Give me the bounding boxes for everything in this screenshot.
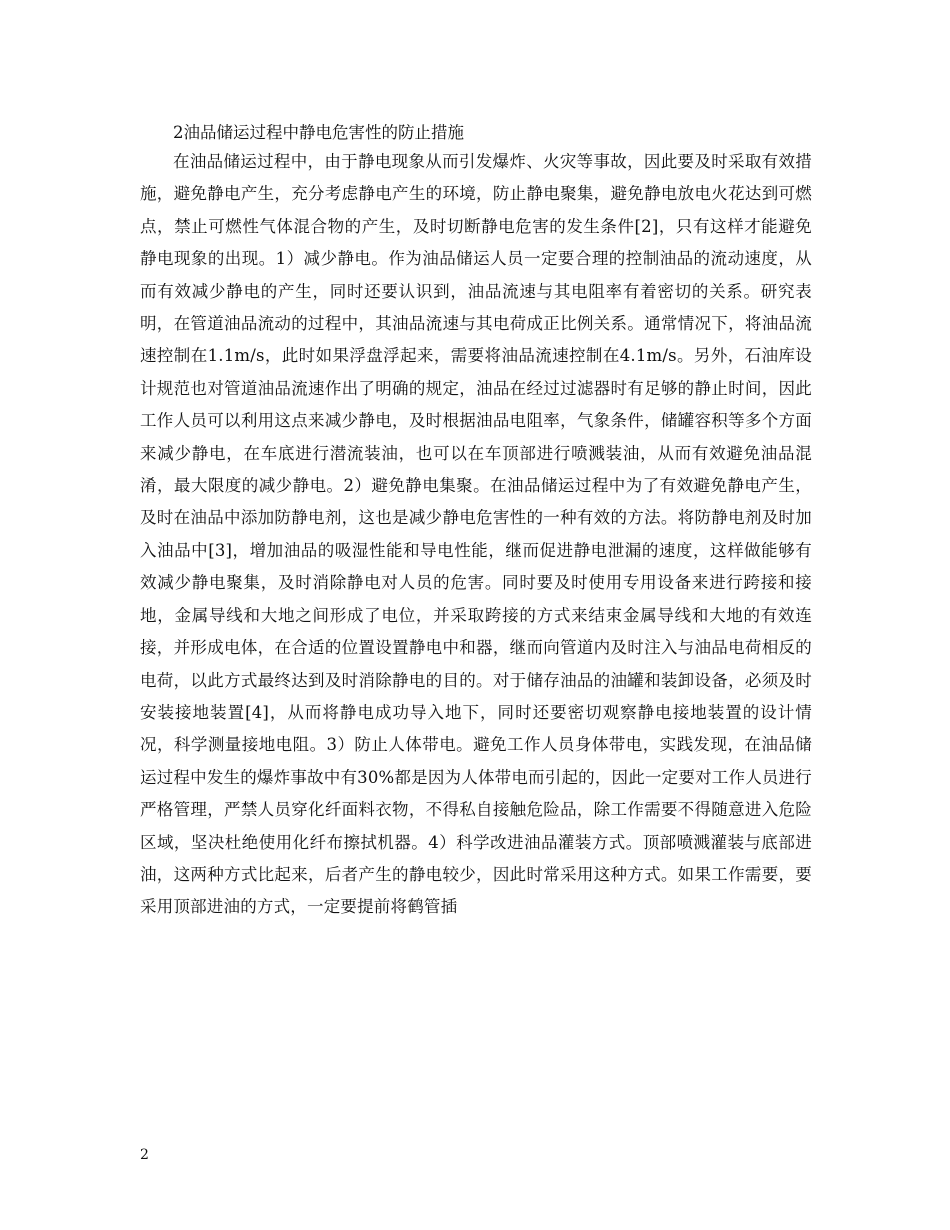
section-heading: 2油品储运过程中静电危害性的防止措施 — [173, 123, 464, 142]
body-paragraph: 在油品储运过程中，由于静电现象从而引发爆炸、火灾等事故，因此要及时采取有效措施，避免静电产生，充分考虑静电产生的环境，防止静电聚集，避免静电放电火花达到可燃点，禁止可燃性气体混合物的产生，及时切断静电危害的发生条件[2]，只有这样才能避免静电现象的出现。1）减少静电。作为油品储运人员一定要合理的控制油品的流动速度，从而有效减少静电的产生，同时还要认识到，油品流速与其电阻率有着密切的关系。研究表明，在管道油品流动的过程中，其油品流速与其电荷成正比例关系。通常情况下，将油品流速控制在1.1m/s，此时如果浮盘浮起来，需要将油品流速控制在4.1m/s。另外，石油库设计规范也对管道油品流速作出了明确的规定，油品在经过过滤器时有足够的静止时间，因此工作人员可以利用这点来减少静电，及时根据油品电阻率，气象条件，储罐容积等多个方面来减少静电，在车底进行潜流装油，也可以在车顶部进行喷溅装油，从而有效避免油品混淆，最大限度的减少静电。2）避免静电集聚。在油品储运过程中为了有效避免静电产生，及时在油品中添加防静电剂，这也是减少静电危害性的一种有效的方法。将防静电剂及时加入油品中[3]，增加油品的吸湿性能和导电性能，继而促进静电泄漏的速度，这样做能够有效减少静电聚集，及时消除静电对人员的危害。同时要及时使用专用设备来进行跨接和接地，金属导线和大地之间形成了电位，并采取跨接的方式来结束金属导线和大地的有效连接，并形成电体，在合适的位置设置静电中和器，继而向管道内及时注入与油品电荷相反的电荷，以此方式最终达到及时消除静电的目的。对于储存油品的油罐和装卸设备，必须及时安装接地装置[4]，从而将静电成功导入地下，同时还要密切观察静电接地装置的设计情况，科学测量接地电阻。3）防止人体带电。避免工作人员身体带电，实践发现，在油品储运过程中发生的爆炸事故中有30%都是因为人体带电而引起的，因此一定要对工作人员进行严格管理，严禁人员穿化纤面料衣物，不得私自接触危险品，除工作需要不得随意进入危险区域，坚决杜绝使用化纤布擦拭机器。4）科学改进油品灌装方式。顶部喷溅灌装与底部进油，这两种方式比起来，后者产生的静电较少，因此时常采用这种方式。如果工作需要，要采用顶部进油的方式，一定要提前将鹤管插 — [140, 152, 812, 917]
page-number: 2 — [140, 1147, 149, 1163]
page-content — [140, 120, 812, 924]
